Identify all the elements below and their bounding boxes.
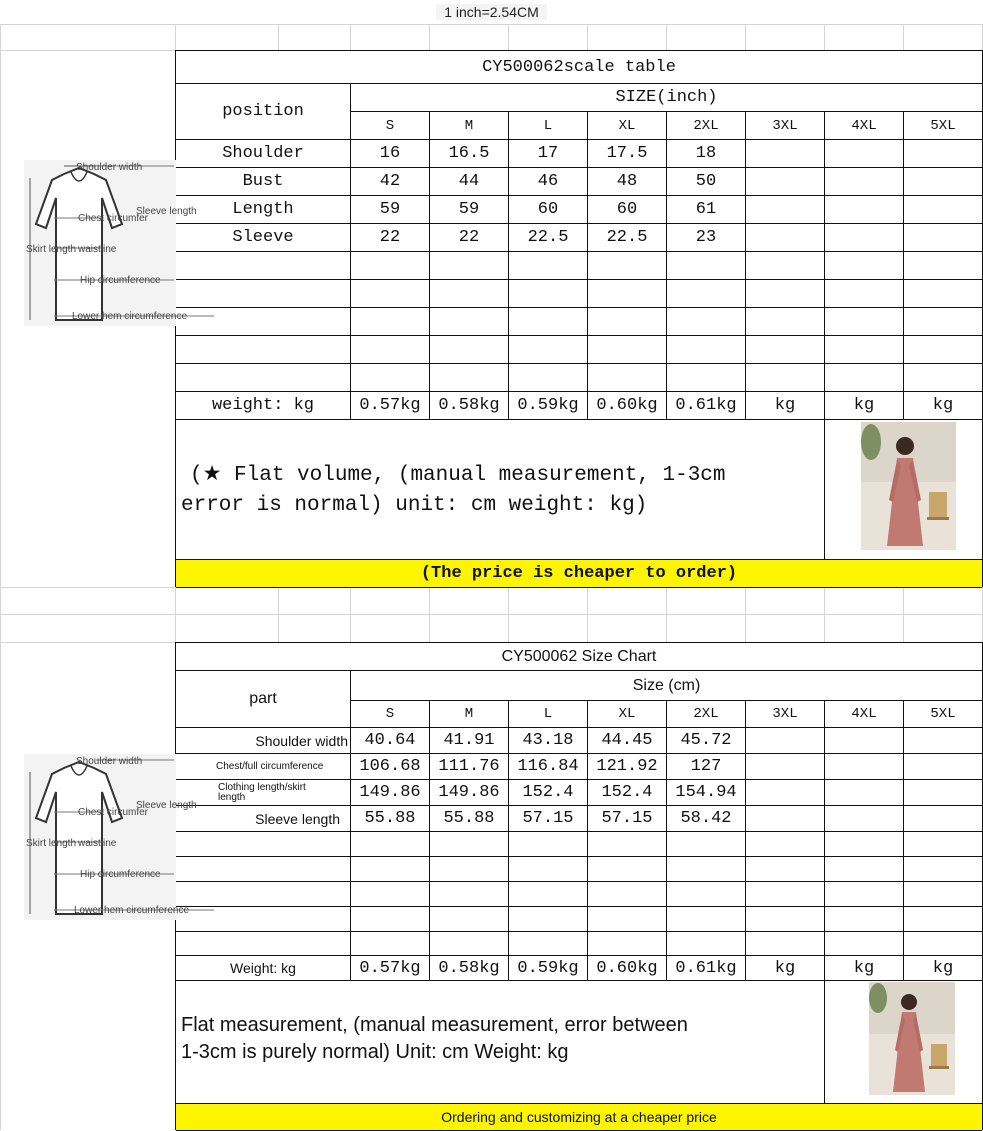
measurement-note-line1: (★ Flat volume, (manual measurement, 1-3cm bbox=[190, 464, 726, 487]
measurement-note-line2: 1-3cm is purely normal) Unit: cm Weight: kg bbox=[181, 1041, 569, 1063]
table-cell: 152.4 bbox=[601, 783, 653, 802]
diagram-label: waistline bbox=[78, 838, 117, 849]
measurement-note-line1: Flat measurement, (manual measurement, error between bbox=[181, 1014, 688, 1036]
weight-cell: kg bbox=[774, 396, 796, 415]
size-col-5xl: 5XL bbox=[930, 117, 956, 134]
table-cell: 23 bbox=[695, 228, 717, 247]
table-cell: 44 bbox=[458, 172, 480, 191]
weight-cell: 0.57kg bbox=[359, 958, 421, 978]
table-cell: 149.86 bbox=[438, 783, 500, 802]
table-cell: 58.42 bbox=[680, 809, 732, 828]
table-cell: 17.5 bbox=[606, 144, 648, 163]
weight-cell: kg bbox=[932, 958, 954, 978]
weight-cell: 0.58kg bbox=[438, 958, 500, 978]
table-cell: 149.86 bbox=[359, 783, 421, 802]
size-col-m: M bbox=[464, 706, 474, 722]
weight-label: weight: kg bbox=[211, 396, 315, 415]
diagram-label: Lower hem circumference bbox=[72, 311, 188, 322]
table-cell: 43.18 bbox=[522, 731, 574, 750]
weight-cell: kg bbox=[853, 396, 875, 415]
cm-table-title: CY500062 Size Chart bbox=[501, 647, 657, 665]
size-cm-header: Size (cm) bbox=[632, 676, 701, 694]
row-label: Sleeve length bbox=[255, 810, 340, 827]
table-cell: 55.88 bbox=[443, 809, 495, 828]
table-cell: 16.5 bbox=[448, 144, 490, 163]
price-banner: (The price is cheaper to order) bbox=[176, 559, 982, 588]
size-col-xl: XL bbox=[618, 706, 636, 722]
measurement-note-line2: error is normal) unit: cm weight: kg) bbox=[181, 494, 648, 517]
table-cell: 61 bbox=[695, 200, 717, 219]
size-col-l: L bbox=[543, 117, 553, 134]
table-cell: 16 bbox=[379, 144, 401, 163]
weight-cell: kg bbox=[932, 396, 954, 415]
size-col-l: L bbox=[543, 706, 553, 722]
table-cell: 57.15 bbox=[522, 809, 574, 828]
table-cell: 41.91 bbox=[443, 731, 495, 750]
row-label: Chest/full circumference bbox=[216, 760, 324, 772]
diagram-label: Lower hem circumference bbox=[74, 905, 190, 916]
part-header: part bbox=[249, 690, 277, 707]
position-header: position bbox=[222, 102, 304, 121]
table-cell: 42 bbox=[379, 172, 401, 191]
unit-conversion-note: 1 inch=2.54CM bbox=[0, 0, 983, 24]
size-col-5xl: 5XL bbox=[930, 706, 956, 722]
table-cell: 111.76 bbox=[438, 757, 500, 776]
diagram-label: Chest circumfer bbox=[78, 807, 149, 818]
diagram-label: Shoulder width bbox=[76, 162, 143, 173]
diagram-label: Skirt length bbox=[26, 244, 77, 255]
size-col-3xl: 3XL bbox=[772, 117, 798, 134]
table-cell: 17 bbox=[537, 144, 559, 163]
table-cell: 127 bbox=[690, 757, 722, 776]
size-col-2xl: 2XL bbox=[693, 117, 719, 134]
row-label: Length bbox=[232, 200, 294, 219]
table-cell: 154.94 bbox=[675, 783, 737, 802]
size-col-4xl: 4XL bbox=[851, 706, 877, 722]
size-col-2xl: 2XL bbox=[693, 706, 719, 722]
size-col-s: S bbox=[385, 706, 395, 722]
product-photo bbox=[861, 422, 956, 550]
table-cell: 44.45 bbox=[601, 731, 653, 750]
row-label: Clothing length/skirt length bbox=[218, 781, 306, 803]
weight-cell: 0.60kg bbox=[596, 396, 658, 415]
table-cell: 22 bbox=[458, 228, 480, 247]
size-inch-header: SIZE(inch) bbox=[615, 88, 718, 107]
table-cell: 22.5 bbox=[527, 228, 569, 247]
row-label: Sleeve bbox=[232, 228, 294, 247]
weight-cell: kg bbox=[774, 958, 796, 978]
table-cell: 152.4 bbox=[522, 783, 574, 802]
table-cell: 60 bbox=[616, 200, 638, 219]
diagram-label: Hip circumference bbox=[80, 869, 161, 880]
row-label: Shoulder width bbox=[255, 732, 348, 749]
weight-label: Weight: kg bbox=[230, 960, 296, 976]
table-cell: 121.92 bbox=[596, 757, 658, 776]
table-cell: 60 bbox=[537, 200, 559, 219]
table-cell: 59 bbox=[458, 200, 480, 219]
weight-cell: 0.61kg bbox=[675, 958, 737, 978]
table-cell: 55.88 bbox=[364, 809, 416, 828]
size-col-xl: XL bbox=[618, 117, 636, 134]
diagram-label: Skirt length bbox=[26, 838, 77, 849]
product-photo bbox=[869, 982, 955, 1095]
price-banner: Ordering and customizing at a cheaper price bbox=[176, 1103, 982, 1131]
diagram-label: Shoulder width bbox=[76, 756, 143, 767]
table-cell: 59 bbox=[379, 200, 401, 219]
row-label: Shoulder bbox=[222, 144, 304, 163]
dress-measurement-diagram bbox=[24, 754, 234, 924]
weight-cell: kg bbox=[853, 958, 875, 978]
weight-cell: 0.58kg bbox=[438, 396, 500, 415]
table-cell: 116.84 bbox=[517, 757, 579, 776]
row-label: Bust bbox=[242, 172, 284, 191]
table-cell: 22 bbox=[379, 228, 401, 247]
weight-cell: 0.60kg bbox=[596, 958, 658, 978]
diagram-label: Sleeve length bbox=[136, 206, 197, 217]
table-cell: 50 bbox=[695, 172, 717, 191]
diagram-label: Chest circumfer bbox=[78, 213, 149, 224]
size-col-4xl: 4XL bbox=[851, 117, 877, 134]
weight-cell: 0.59kg bbox=[517, 958, 579, 978]
diagram-label: Sleeve length bbox=[136, 800, 197, 811]
dress-measurement-diagram bbox=[24, 160, 234, 330]
diagram-label: waistline bbox=[78, 244, 117, 255]
table-cell: 45.72 bbox=[680, 731, 732, 750]
table-cell: 57.15 bbox=[601, 809, 653, 828]
table-cell: 22.5 bbox=[606, 228, 648, 247]
weight-cell: 0.59kg bbox=[517, 396, 579, 415]
table-cell: 18 bbox=[695, 144, 717, 163]
size-col-m: M bbox=[464, 117, 474, 134]
size-col-s: S bbox=[385, 117, 395, 134]
weight-cell: 0.61kg bbox=[675, 396, 737, 415]
table-cell: 106.68 bbox=[359, 757, 421, 776]
table-cell: 48 bbox=[616, 172, 638, 191]
weight-cell: 0.57kg bbox=[359, 396, 421, 415]
size-col-3xl: 3XL bbox=[772, 706, 798, 722]
table-cell: 40.64 bbox=[364, 731, 416, 750]
diagram-label: Hip circumference bbox=[80, 275, 161, 286]
inch-table-title: CY500062scale table bbox=[482, 57, 676, 77]
table-cell: 46 bbox=[537, 172, 559, 191]
